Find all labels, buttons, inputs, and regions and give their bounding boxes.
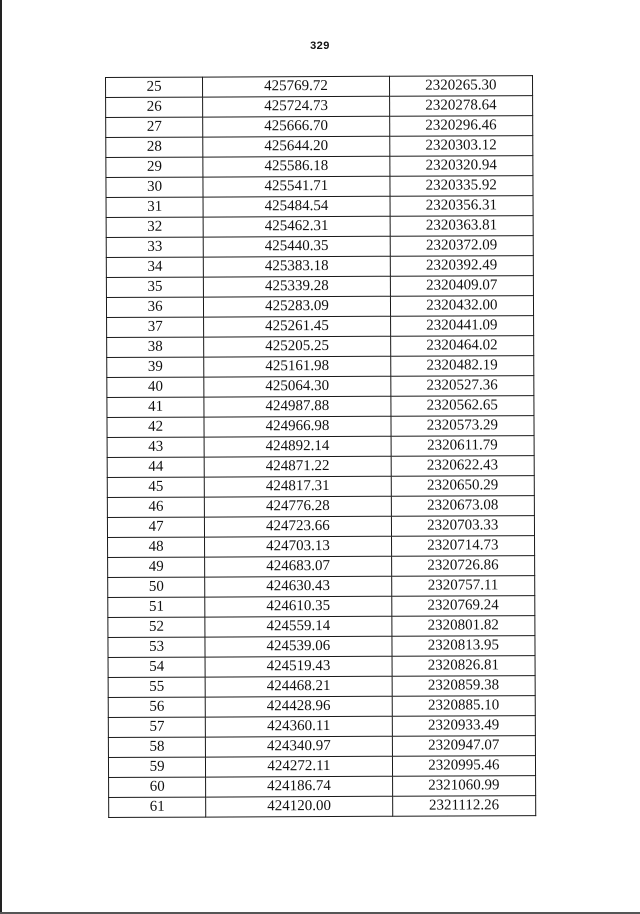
y-coordinate-cell: 2320482.19 [390, 356, 533, 377]
point-number-cell: 49 [108, 557, 205, 577]
point-number-cell: 42 [107, 417, 204, 437]
y-coordinate-cell: 2321112.26 [392, 796, 535, 817]
point-number-cell: 43 [107, 437, 204, 457]
table-row [107, 316, 534, 338]
table-row [108, 536, 535, 558]
point-number-cell: 58 [108, 737, 205, 757]
y-coordinate-cell: 2320726.86 [391, 556, 534, 577]
point-number-cell: 38 [107, 337, 204, 357]
table-row [107, 516, 534, 538]
x-coordinate-cell: 425261.45 [204, 316, 391, 337]
point-number-cell: 25 [106, 77, 203, 97]
y-coordinate-cell: 2320813.95 [392, 636, 535, 657]
coordinates-table-body [106, 76, 536, 818]
x-coordinate-cell: 425769.72 [203, 76, 390, 97]
x-coordinate-cell: 424723.66 [205, 516, 392, 537]
x-coordinate-cell: 424966.98 [204, 416, 391, 437]
table-row [106, 276, 533, 298]
x-coordinate-cell: 424683.07 [205, 556, 392, 577]
y-coordinate-cell: 2320673.08 [391, 496, 534, 517]
point-number-cell: 33 [106, 237, 203, 257]
y-coordinate-cell: 2320320.94 [389, 156, 532, 177]
table-row [107, 356, 534, 378]
x-coordinate-cell: 425462.31 [203, 216, 390, 237]
x-coordinate-cell: 425440.35 [203, 236, 390, 257]
x-coordinate-cell: 425484.54 [203, 196, 390, 217]
y-coordinate-cell: 2320650.29 [391, 476, 534, 497]
x-coordinate-cell: 425161.98 [204, 356, 391, 377]
table-row [108, 676, 535, 698]
table-row [107, 496, 534, 518]
table-row [106, 76, 533, 98]
table-row [107, 336, 534, 358]
table-row [108, 596, 535, 618]
x-coordinate-cell: 425339.28 [204, 276, 391, 297]
point-number-cell: 56 [108, 697, 205, 717]
point-number-cell: 28 [106, 137, 203, 157]
table-row [107, 416, 534, 438]
coordinates-table [105, 75, 536, 818]
y-coordinate-cell: 2320622.43 [391, 456, 534, 477]
y-coordinate-cell: 2320356.31 [390, 196, 533, 217]
point-number-cell: 32 [106, 217, 203, 237]
table-row [106, 176, 533, 198]
x-coordinate-cell: 424428.96 [205, 696, 392, 717]
table-row [106, 116, 533, 138]
point-number-cell: 60 [109, 777, 206, 797]
y-coordinate-cell: 2320464.02 [390, 336, 533, 357]
x-coordinate-cell: 424519.43 [205, 656, 392, 677]
point-number-cell: 53 [108, 637, 205, 657]
table-row [108, 696, 535, 718]
table-row [107, 436, 534, 458]
point-number-cell: 26 [106, 97, 203, 117]
y-coordinate-cell: 2320296.46 [389, 116, 532, 137]
y-coordinate-cell: 2320441.09 [390, 316, 533, 337]
point-number-cell: 54 [108, 657, 205, 677]
point-number-cell: 52 [108, 617, 205, 637]
y-coordinate-cell: 2320933.49 [392, 716, 535, 737]
point-number-cell: 35 [106, 277, 203, 297]
point-number-cell: 57 [108, 717, 205, 737]
y-coordinate-cell: 2320265.30 [389, 76, 532, 97]
y-coordinate-cell: 2320363.81 [390, 216, 533, 237]
point-number-cell: 27 [106, 117, 203, 137]
table-row [106, 136, 533, 158]
point-number-cell: 44 [107, 457, 204, 477]
y-coordinate-cell: 2320303.12 [389, 136, 532, 157]
y-coordinate-cell: 2320769.24 [391, 596, 534, 617]
scan-left-edge [0, 0, 2, 914]
y-coordinate-cell: 2320278.64 [389, 96, 532, 117]
y-coordinate-cell: 2320703.33 [391, 516, 534, 537]
page-number: 329 [310, 40, 330, 52]
table-row [107, 476, 534, 498]
y-coordinate-cell: 2320432.00 [390, 296, 533, 317]
table-row [108, 736, 535, 758]
x-coordinate-cell: 425205.25 [204, 336, 391, 357]
point-number-cell: 36 [106, 297, 203, 317]
point-number-cell: 51 [108, 597, 205, 617]
x-coordinate-cell: 424468.21 [205, 676, 392, 697]
y-coordinate-cell: 2321060.99 [392, 776, 535, 797]
table-row [108, 576, 535, 598]
point-number-cell: 30 [106, 177, 203, 197]
y-coordinate-cell: 2320527.36 [390, 376, 533, 397]
table-row [106, 96, 533, 118]
x-coordinate-cell: 424776.28 [205, 496, 392, 517]
table-row [107, 396, 534, 418]
x-coordinate-cell: 424871.22 [204, 456, 391, 477]
point-number-cell: 39 [107, 357, 204, 377]
point-number-cell: 59 [108, 757, 205, 777]
y-coordinate-cell: 2320859.38 [392, 676, 535, 697]
table-row [106, 216, 533, 238]
y-coordinate-cell: 2320562.65 [391, 396, 534, 417]
table-row [109, 796, 536, 818]
point-number-cell: 61 [109, 797, 206, 817]
y-coordinate-cell: 2320801.82 [391, 616, 534, 637]
x-coordinate-cell: 424272.11 [206, 756, 393, 777]
x-coordinate-cell: 424987.88 [204, 396, 391, 417]
point-number-cell: 48 [108, 537, 205, 557]
table-row [108, 716, 535, 738]
x-coordinate-cell: 425383.18 [204, 256, 391, 277]
x-coordinate-cell: 424559.14 [205, 616, 392, 637]
table-row [108, 556, 535, 578]
point-number-cell: 41 [107, 397, 204, 417]
point-number-cell: 55 [108, 677, 205, 697]
point-number-cell: 29 [106, 157, 203, 177]
table-row [108, 616, 535, 638]
point-number-cell: 50 [108, 577, 205, 597]
x-coordinate-cell: 424630.43 [205, 576, 392, 597]
table-row [106, 156, 533, 178]
point-number-cell: 47 [107, 517, 204, 537]
y-coordinate-cell: 2320757.11 [391, 576, 534, 597]
y-coordinate-cell: 2320947.07 [392, 736, 535, 757]
x-coordinate-cell: 424703.13 [205, 536, 392, 557]
y-coordinate-cell: 2320714.73 [391, 536, 534, 557]
x-coordinate-cell: 425064.30 [204, 376, 391, 397]
table-row [108, 636, 535, 658]
x-coordinate-cell: 424120.00 [206, 796, 393, 817]
x-coordinate-cell: 425586.18 [203, 156, 390, 177]
x-coordinate-cell: 424539.06 [205, 636, 392, 657]
y-coordinate-cell: 2320826.81 [392, 656, 535, 677]
y-coordinate-cell: 2320392.49 [390, 256, 533, 277]
table-row [108, 656, 535, 678]
y-coordinate-cell: 2320409.07 [390, 276, 533, 297]
x-coordinate-cell: 425666.70 [203, 116, 390, 137]
table-row [106, 236, 533, 258]
y-coordinate-cell: 2320335.92 [390, 176, 533, 197]
x-coordinate-cell: 424610.35 [205, 596, 392, 617]
table-row [109, 776, 536, 798]
table-row [106, 296, 533, 318]
table-row [106, 196, 533, 218]
x-coordinate-cell: 425541.71 [203, 176, 390, 197]
table-row [108, 756, 535, 778]
x-coordinate-cell: 424360.11 [206, 716, 393, 737]
x-coordinate-cell: 424817.31 [204, 476, 391, 497]
point-number-cell: 40 [107, 377, 204, 397]
x-coordinate-cell: 424340.97 [206, 736, 393, 757]
x-coordinate-cell: 424892.14 [204, 436, 391, 457]
point-number-cell: 45 [107, 477, 204, 497]
table-row [107, 456, 534, 478]
table-row [106, 256, 533, 278]
x-coordinate-cell: 425644.20 [203, 136, 390, 157]
point-number-cell: 31 [106, 197, 203, 217]
y-coordinate-cell: 2320573.29 [391, 416, 534, 437]
point-number-cell: 46 [107, 497, 204, 517]
point-number-cell: 34 [106, 257, 203, 277]
y-coordinate-cell: 2320995.46 [392, 756, 535, 777]
x-coordinate-cell: 425283.09 [204, 296, 391, 317]
table-row [107, 376, 534, 398]
x-coordinate-cell: 424186.74 [206, 776, 393, 797]
x-coordinate-cell: 425724.73 [203, 96, 390, 117]
y-coordinate-cell: 2320372.09 [390, 236, 533, 257]
y-coordinate-cell: 2320611.79 [391, 436, 534, 457]
point-number-cell: 37 [107, 317, 204, 337]
y-coordinate-cell: 2320885.10 [392, 696, 535, 717]
